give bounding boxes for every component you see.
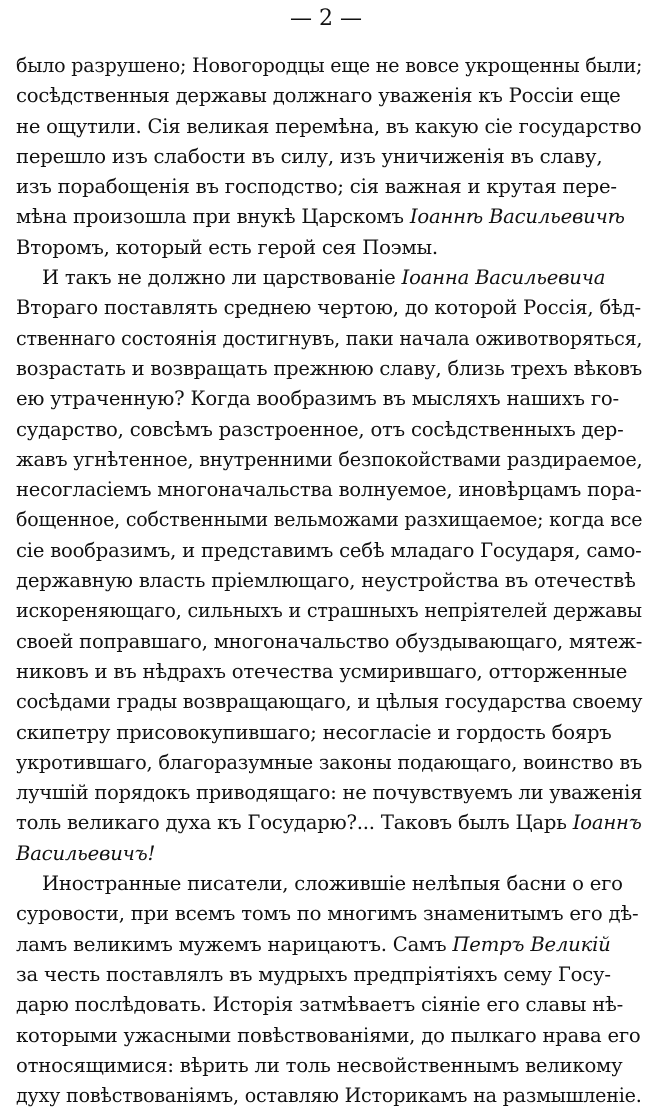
italic-name: Петръ Великій: [452, 932, 611, 956]
text-line: [16, 1081, 642, 1111]
text-run: ственнаго состоянія достигнувъ, паки начала оживотворяться,: [16, 326, 643, 350]
text-run: сіе вообразимъ, и представимъ себѣ младаго Государя, само-: [16, 538, 642, 562]
text-run: Втораго поставлять среднею чертою, до которой Россія, бѣд-: [16, 296, 641, 320]
text-run: скипетру присовокупившаго; несогласіе и гордость бояръ: [16, 720, 612, 744]
text-run: толь великаго духа къ Государю?... Таковъ былъ Царь: [16, 811, 573, 835]
text-line: [16, 202, 642, 232]
text-run: сосѣдами грады возвращающаго, и цѣлыя государства своему: [16, 690, 643, 714]
text-line: [16, 415, 642, 445]
text-line: [16, 990, 642, 1020]
body-text: [16, 51, 642, 1111]
text-line: [16, 960, 642, 990]
text-run: несогласіемъ многоначальства волнуемое, иновѣрцамъ пора-: [16, 478, 642, 502]
text-run: ею утраченную? Когда вообразимъ въ мысляхъ нашихъ го-: [16, 387, 619, 411]
text-run: Второмъ, который есть герой сея Поэмы.: [16, 235, 438, 259]
text-line: [16, 1051, 642, 1081]
text-run: перешло изъ слабости въ силу, изъ уничиженія въ славу,: [16, 144, 603, 168]
text-line: [16, 748, 642, 778]
text-run: относящимися: вѣрить ли толь несвойственнымъ великому: [16, 1053, 623, 1077]
text-line: [16, 1021, 642, 1051]
text-line: [16, 172, 642, 202]
text-run: было разрушено; Новогородцы еще не вовсе укрощенны были;: [16, 54, 643, 77]
text-run: мѣна произошла при внукѣ Царскомъ: [16, 205, 410, 229]
text-line: [16, 778, 642, 808]
text-run: И такъ не должно ли царствованіе: [42, 266, 402, 290]
text-run: сударство, совсѣмъ разстроенное, отъ сосѣдственныхъ дер-: [16, 417, 624, 441]
text-line: [16, 596, 642, 626]
text-line: [16, 505, 642, 535]
text-run: не ощутили. Сія великая перемѣна, въ какую сіе государство: [16, 114, 642, 138]
text-run: возрастать и возвращать прежнюю славу, близь трехъ вѣковъ: [16, 356, 642, 380]
text-run: Иностранные писатели, сложившіе нелѣпыя басни о его: [42, 872, 623, 896]
italic-name: Іоаннъ: [572, 811, 642, 835]
text-line: [16, 687, 642, 717]
text-line: [16, 930, 642, 960]
text-run: никовъ и въ нѣдрахъ отечества усмирившаго, отторженные: [16, 659, 628, 683]
text-line: [16, 324, 642, 354]
text-run: укротившаго, благоразумные законы подающаго, воинство въ: [16, 750, 643, 774]
text-run: духу повѣствованіямъ, оставляю Историкамъ на размышленіе.: [16, 1084, 642, 1108]
text-run: изъ порабощенія въ господство; сія важная и крутая пере-: [16, 175, 617, 199]
text-line: [16, 869, 642, 899]
italic-name: Іоаннѣ Васильевичѣ: [409, 205, 625, 229]
text-run: бощенное, собственными вельможами разхищаемое; когда все: [16, 508, 643, 532]
italic-name: Іоанна Васильевича: [401, 266, 606, 290]
text-run: сосѣдственныя державы должнаго уваженія къ Россіи еще: [16, 84, 621, 108]
text-line: [16, 354, 642, 384]
italic-name: Васильевичъ!: [16, 841, 156, 865]
text-line: [16, 718, 642, 748]
text-line: [16, 51, 642, 81]
text-line: [16, 899, 642, 929]
text-line: [16, 112, 642, 142]
text-line: [16, 808, 642, 838]
text-line: [16, 536, 642, 566]
text-line: [16, 657, 642, 687]
text-run: дарю послѣдовать. Исторія затмѣваетъ сіяніе его славы нѣ-: [16, 993, 624, 1017]
text-line: [16, 627, 642, 657]
page-number: — 2 —: [290, 6, 362, 31]
text-run: искореняющаго, сильныхъ и страшныхъ непріятелей державы: [16, 599, 642, 623]
text-run: жавъ угнѣтенное, внутренними безпокойствами раздираемое,: [16, 447, 643, 471]
text-run: своей поправшаго, многоначальство обуздывающаго, мятеж-: [16, 629, 643, 653]
text-line: [16, 566, 642, 596]
text-run: лучшій порядокъ приводящаго: не почувствуемъ ли уваженія: [16, 781, 643, 805]
text-line: [16, 445, 642, 475]
text-line: [16, 81, 642, 111]
text-run: державную власть пріемлющаго, неустройства въ отечествѣ: [16, 569, 636, 593]
text-run: которыми ужасными повѣствованіями, до пылкаго нрава его: [16, 1023, 641, 1047]
text-line: [16, 263, 642, 293]
text-line: [16, 839, 642, 869]
text-line: [16, 384, 642, 414]
text-line: [16, 475, 642, 505]
text-run: ламъ великимъ мужемъ нарицаютъ. Самъ: [16, 932, 453, 956]
text-run: за честь поставлялъ въ мудрыхъ предпріятіяхъ сему Госу-: [16, 962, 611, 986]
text-run: суровости, при всемъ томъ по многимъ знаменитымъ его дѣ-: [16, 902, 639, 926]
text-line: [16, 142, 642, 172]
text-line: [16, 293, 642, 323]
text-line: [16, 233, 642, 263]
